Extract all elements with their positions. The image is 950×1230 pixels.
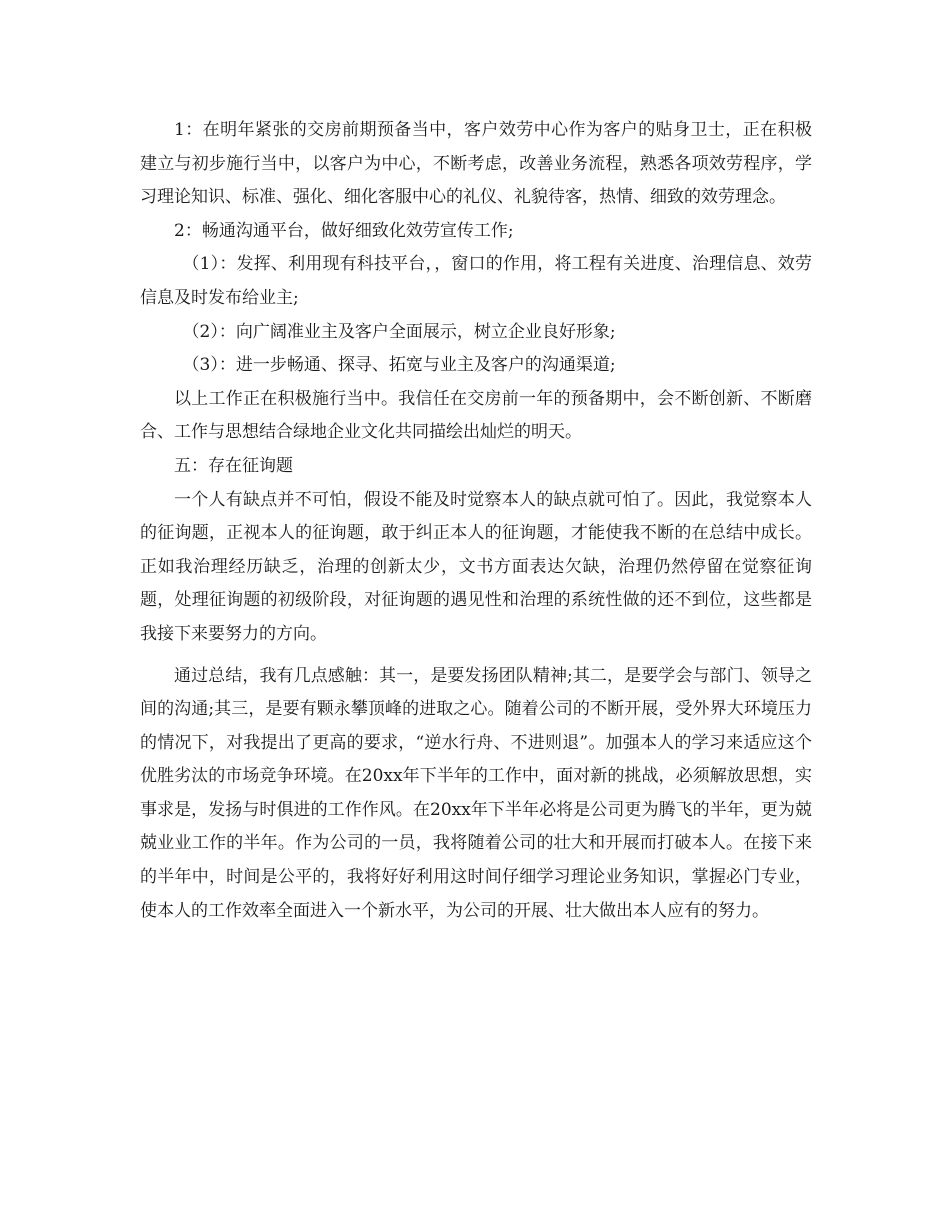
paragraph-item-3: （3）：进一步畅通、探寻、拓宽与业主及客户的沟通渠道; xyxy=(182,355,616,376)
paragraph-summary: 通过总结，我有几点感触：其一，是要发扬团队精神;其二，是要学会与部门、领导之间的沟通;其三，是要有颗永攀顶峰的进取之心。随着公司的不断开展，受外界大环境压力的情况下，对我提出了更高的要求，“逆水行舟、不进则退”。加强本人的学习来适应这个优胜劣汰的市场竞争环境。在20xx年下半年的工作中，面对新的挑战，必须解放思想，实事求是，发扬与时俱进的工作作风。在20xx年下半年必将是公司更为腾飞的半年，更为兢兢业业工作的半年。作为公司的一员，我将随着公司的壮大和开展而打破本人。在接下来的半年中，时间是公平的，我将好好利用这时间仔细学习理论业务知识，掌握必门专业，使本人的工作效率全面进入一个新水平，为公司的开展、壮大做出本人应有的努力。 xyxy=(140,665,812,921)
paragraph-item-2: （2）：向广阔准业主及客户全面展示，树立企业良好形象; xyxy=(182,321,616,342)
paragraph-problems: 一个人有缺点并不可怕，假设不能及时觉察本人的缺点就可怕了。因此，我觉察本人的征询题，正视本人的征询题，敢于纠正本人的征询题，才能使我不断的在总结中成长。正如我治理经历缺乏，治理的创新太少，文书方面表达欠缺，治理仍然停留在觉察征询题，处理征询题的初级阶段，对征询题的遇见性和治理的系统性做的还不到位，这些都是我接下来要努力的方向。 xyxy=(140,489,812,644)
paragraph-communication-platform: 2：畅通沟通平台，做好细致化效劳宣传工作; xyxy=(174,220,514,241)
paragraph-item-1: （1）：发挥、利用现有科技平台，，窗口的作用，将工程有关进度、治理信息、效劳信息及时发布给业主; xyxy=(140,254,812,308)
paragraph-in-progress: 以上工作正在积极施行当中。我信任在交房前一年的预备期中，会不断创新、不断磨合、工作与思想结合绿地企业文化共同描绘出灿烂的明天。 xyxy=(140,388,812,443)
section-heading-problems: 五：存在征询题 xyxy=(174,455,293,476)
paragraph-customer-service-center: 1：在明年紧张的交房前期预备当中，客户效劳中心作为客户的贴身卫士，正在积极建立与初步施行当中，以客户为中心，不断考虑，改善业务流程，熟悉各项效劳程序，学习理论知识、标准、强化、细化客服中心的礼仪、礼貌待客，热情、细致的效劳理念。 xyxy=(140,120,812,208)
document-body xyxy=(140,114,812,928)
